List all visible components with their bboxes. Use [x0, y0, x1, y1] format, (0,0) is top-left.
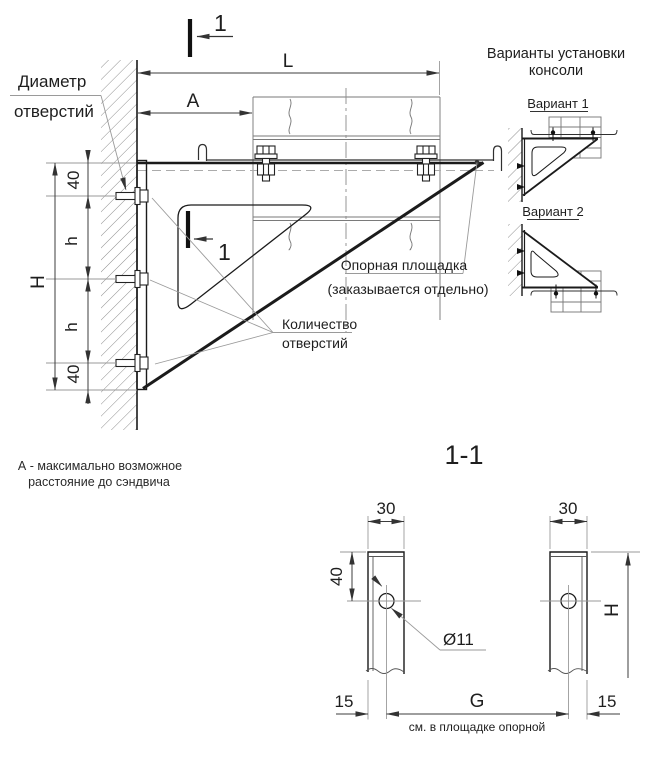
callout-hole-diameter-11: [374, 578, 486, 650]
dimension-bottom-row: [335, 680, 620, 734]
hole-diameter-text-1: Диаметр: [18, 72, 87, 91]
platform-hook-left: [199, 145, 207, 162]
section-cut-label: 1: [218, 239, 231, 265]
section-view-1-1: [327, 440, 640, 734]
dim-G-label: G: [469, 691, 485, 712]
holes-count-text-1: Количество: [282, 316, 358, 332]
dim-diameter-label: Ø11: [443, 630, 474, 649]
support-platform: [199, 145, 502, 172]
dim-total-height: H: [28, 275, 49, 289]
section-cut-marker-top: [190, 10, 233, 57]
variants-panel: [487, 46, 625, 312]
section-plate-right: [540, 552, 601, 719]
dimension-40-hole: [327, 552, 366, 601]
platform-hook-right: [494, 146, 502, 171]
variant-2-label: Вариант 2: [522, 204, 584, 219]
variant-1-label: Вариант 1: [527, 96, 589, 111]
dim-L-label: L: [282, 51, 294, 72]
variants-title-2: консоли: [528, 63, 584, 79]
section-cut-marker-inner: [188, 211, 231, 265]
bracket-diagonal: [143, 163, 484, 389]
dim-spacing-upper: h: [62, 236, 81, 246]
break-line: [366, 669, 404, 674]
dimension-A: [138, 91, 252, 113]
pipe-crimp: [410, 223, 412, 250]
variant-1: [508, 96, 617, 202]
dim-top-margin: 40: [64, 170, 83, 190]
footnote-line-2: расстояние до сэндвича: [28, 475, 170, 489]
dimension-30-left: [368, 499, 404, 549]
footnote-line-1: А - максимально возможное: [17, 459, 183, 473]
platform-text-2: (заказывается отдельно): [327, 281, 489, 297]
dim-15-right-label: 15: [597, 692, 617, 711]
dim-spacing-lower: h: [62, 322, 81, 332]
dim-30-right-label: 30: [558, 499, 578, 518]
dim-40-label: 40: [327, 567, 346, 586]
gap-note: см. в площадке опорной: [408, 720, 546, 734]
dimension-30-right: [550, 499, 587, 549]
platform-text-1: Опорная площадка: [340, 257, 468, 273]
section-title: 1-1: [444, 440, 484, 470]
dimension-H-section: [591, 552, 640, 678]
callout-holes-count: [150, 198, 357, 364]
dim-15-left-label: 15: [334, 692, 354, 711]
dim-H-section-label: H: [602, 603, 623, 617]
platform-bolt: [255, 146, 277, 181]
variants-title-1: Варианты установки: [486, 46, 626, 62]
holes-count-text-2: отверстий: [282, 335, 348, 351]
hole-diameter-text-2: отверстий: [14, 102, 94, 121]
pipe-crimp: [410, 99, 412, 134]
dimension-L: [138, 51, 440, 95]
footnote-A: [18, 459, 182, 489]
callout-platform: [327, 160, 488, 297]
dim-30-left-label: 30: [376, 499, 396, 518]
section-cut-label: 1: [214, 10, 227, 36]
variant-2: [508, 204, 617, 312]
dim-bottom-margin: 40: [64, 364, 83, 384]
platform-bolt: [415, 146, 437, 181]
section-plate-left: [347, 552, 421, 719]
dim-A-label: A: [186, 91, 200, 112]
pipe-crimp: [289, 99, 291, 134]
